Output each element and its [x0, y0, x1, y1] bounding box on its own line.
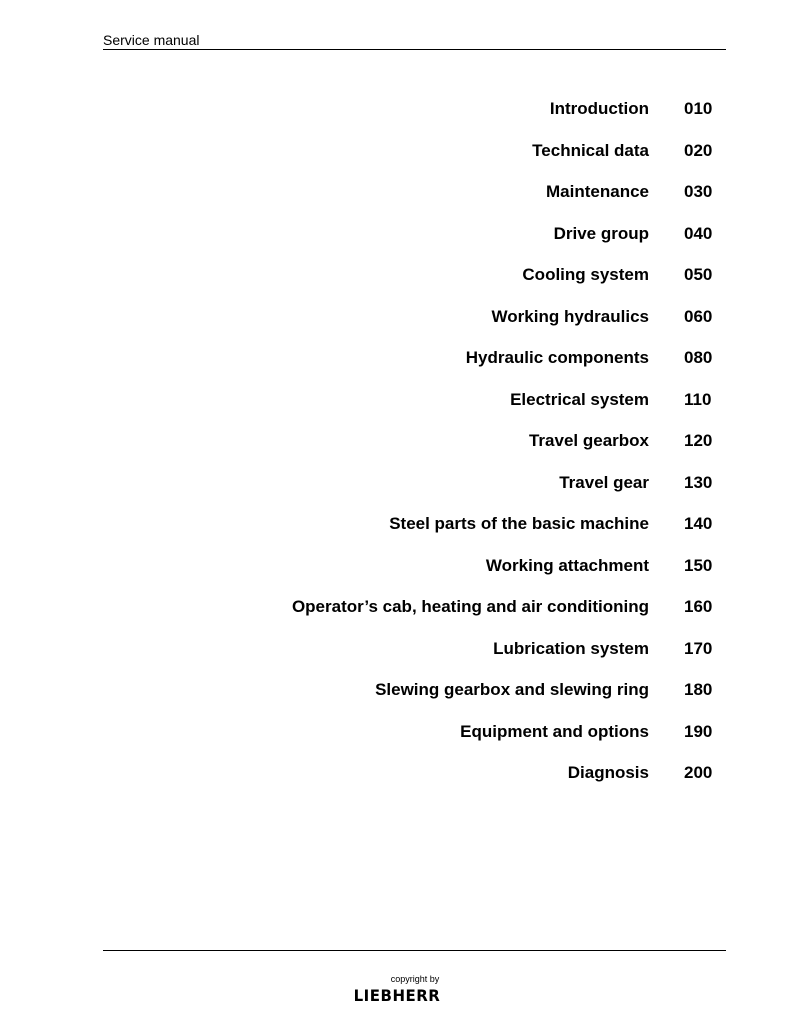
toc-item-title: Lubrication system: [493, 638, 649, 658]
toc-item-cooling-system: [0, 264, 794, 306]
toc-item-title: Operator’s cab, heating and air conditioning: [291, 597, 649, 616]
toc-item-number: 040: [684, 223, 713, 243]
toc-item-number: 120: [684, 431, 713, 450]
toc-item-number: 190: [684, 721, 713, 741]
toc-item-number: 150: [684, 555, 713, 575]
toc-item-operators-cab: [0, 596, 794, 638]
toc-item-equipment-options: [0, 721, 794, 763]
toc-item-title: Slewing gearbox and slewing ring: [375, 680, 649, 699]
toc-item-number: 050: [684, 265, 713, 284]
liebherr-logo: LIEBHERR: [353, 986, 441, 1006]
page-footer: [0, 974, 794, 1005]
toc-item-travel-gear: [0, 472, 794, 514]
toc-item-number: 160: [684, 597, 713, 616]
toc-item-title: Maintenance: [546, 182, 649, 201]
toc-item-number: 010: [684, 99, 713, 118]
toc-item-number: 140: [684, 514, 713, 533]
toc-item-working-attachment: [0, 555, 794, 597]
toc-item-title: Steel parts of the basic machine: [389, 514, 649, 533]
toc-item-title: Hydraulic components: [465, 348, 649, 367]
toc-item-title: Electrical system: [510, 389, 649, 409]
header-divider: [103, 49, 726, 50]
toc-item-title: Equipment and options: [460, 721, 649, 741]
toc-item-lubrication-system: [0, 638, 794, 680]
toc-item-maintenance: [0, 181, 794, 223]
toc-item-diagnosis: [0, 762, 794, 804]
toc-item-working-hydraulics: [0, 306, 794, 348]
toc-item-number: 060: [684, 306, 713, 326]
toc-item-title: Diagnosis: [567, 763, 649, 782]
toc-item-number: 170: [684, 638, 713, 658]
toc-item-number: 020: [684, 140, 713, 160]
toc-item-title: Technical data: [532, 140, 649, 160]
toc-item-title: Introduction: [549, 99, 649, 118]
toc-item-number: 030: [684, 182, 713, 201]
toc-item-number: 130: [684, 472, 713, 492]
page-header-title: Service manual: [103, 32, 200, 48]
toc-item-title: Drive group: [553, 223, 649, 243]
toc-item-introduction: [0, 98, 794, 140]
toc-item-title: Travel gear: [559, 472, 649, 492]
toc-item-title: Travel gearbox: [528, 431, 649, 450]
toc-item-title: Working attachment: [485, 555, 649, 575]
footer-divider: [103, 950, 726, 951]
toc-item-drive-group: [0, 223, 794, 265]
toc-item-steel-parts: [0, 513, 794, 555]
toc-item-technical-data: [0, 140, 794, 182]
toc-item-title: Cooling system: [522, 265, 649, 284]
toc-item-number: 200: [684, 763, 713, 782]
toc-item-number: 110: [684, 389, 712, 409]
toc-item-number: 080: [684, 348, 713, 367]
toc-item-slewing-gearbox: [0, 679, 794, 721]
table-of-contents: [0, 98, 794, 804]
toc-item-hydraulic-components: [0, 347, 794, 389]
copyright-text: copyright by: [390, 974, 440, 984]
toc-item-electrical-system: [0, 389, 794, 431]
toc-item-travel-gearbox: [0, 430, 794, 472]
toc-item-number: 180: [684, 680, 713, 699]
toc-item-title: Working hydraulics: [491, 306, 649, 326]
